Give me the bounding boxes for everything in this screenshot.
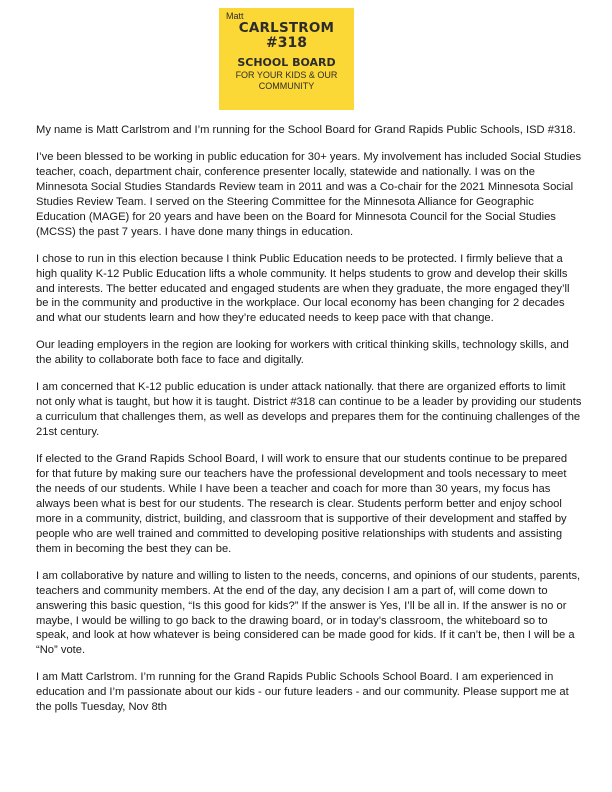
paragraph-why-running: I chose to run in this election because I think Public Education needs to be protected. I firmly believe that a high quality K-12 Public Education lifts a whole community. It helps students to grow and develop their skills and interests. The better educated and engaged students are when they graduate, the more engaged they’ll be in the community and productive in the workplace. Our local economy has been changing for 2 decades and what our students learn and how they’re educated needs to keep pace with that change. xyxy=(36,252,570,325)
campaign-logo xyxy=(219,8,354,110)
letter-body xyxy=(36,123,582,727)
paragraph-employers: Our leading employers in the region are looking for workers with critical thinking skills, technology skills, and the ability to collaborate both face to face and digitally. xyxy=(36,339,569,367)
logo-district: #318 xyxy=(266,35,307,51)
logo-tagline-2: COMMUNITY xyxy=(258,80,315,91)
paragraph-experience: I’ve been blessed to be working in public education for 30+ years. My involvement has included Social Studies teacher, coach, department chair, conference presenter locally, statewide and nationally. I was on the Minnesota Social Studies Standards Review team in 2011 and was a Co-chair for the 2021 Minnesota Social Studies Review Team. I served on the Steering Committee for the Minnesota Alliance for Geographic Education (MAGE) for 20 years and have been on the Board for Minnesota Council for the Social Studies (MCSS) the past 7 years. I have done many things in education. xyxy=(36,151,582,238)
paragraph-closing: I am Matt Carlstrom. I’m running for the Grand Rapids Public Schools School Board. I am experienced in education and I’m passionate about our kids - our future leaders - and our community. Please support me at the polls Tuesday, Nov 8th xyxy=(36,671,569,714)
logo-office: SCHOOL BOARD xyxy=(237,56,336,69)
paragraph-intro: My name is Matt Carlstrom and I’m running for the School Board for Grand Rapids Public Schools, ISD #318. xyxy=(36,124,576,136)
logo-last-name: CARLSTROM xyxy=(238,20,335,36)
logo-tagline-1: FOR YOUR KIDS & OUR xyxy=(235,70,338,80)
paragraph-concerns: I am concerned that K-12 public education is under attack nationally. that there are organized efforts to limit not only what is taught, but how it is taught. District #318 can continue to be a leader by providing our students a curriculum that challenges them, as well as develops and prepares them for the continuing challenges of the 21st century. xyxy=(36,381,582,439)
logo-first-name: Matt xyxy=(226,11,244,21)
paragraph-collaborative: I am collaborative by nature and willing to listen to the needs, concerns, and opinions of our students, parents, teachers and community members. At the end of the day, any decision I am a part of, will come down to answering this basic question, “Is this good for kids?” If the answer is Yes, I’ll be all in. If the answer is no or maybe, I would be willing to go back to the drawing board, or in today’s classroom, the whiteboard so to speak, and look at how whatever is being considered can be made good for kids. If it can’t be, then I will be a “No” vote. xyxy=(36,569,581,657)
paragraph-if-elected: If elected to the Grand Rapids School Board, I will work to ensure that our students continue to be prepared for that future by making sure our teachers have the professional development and tools necessary to meet the needs of our students. While I have been a teacher and coach for more than 30 years, my focus has always been what is best for our students. The research is clear. Students perform better and enjoy school more in a community, district, building, and classroom that is supportive of their development and staffed by people who are well trained and committed to developing positive relationships with students and assisting them in becoming the best they can be. xyxy=(36,453,568,555)
